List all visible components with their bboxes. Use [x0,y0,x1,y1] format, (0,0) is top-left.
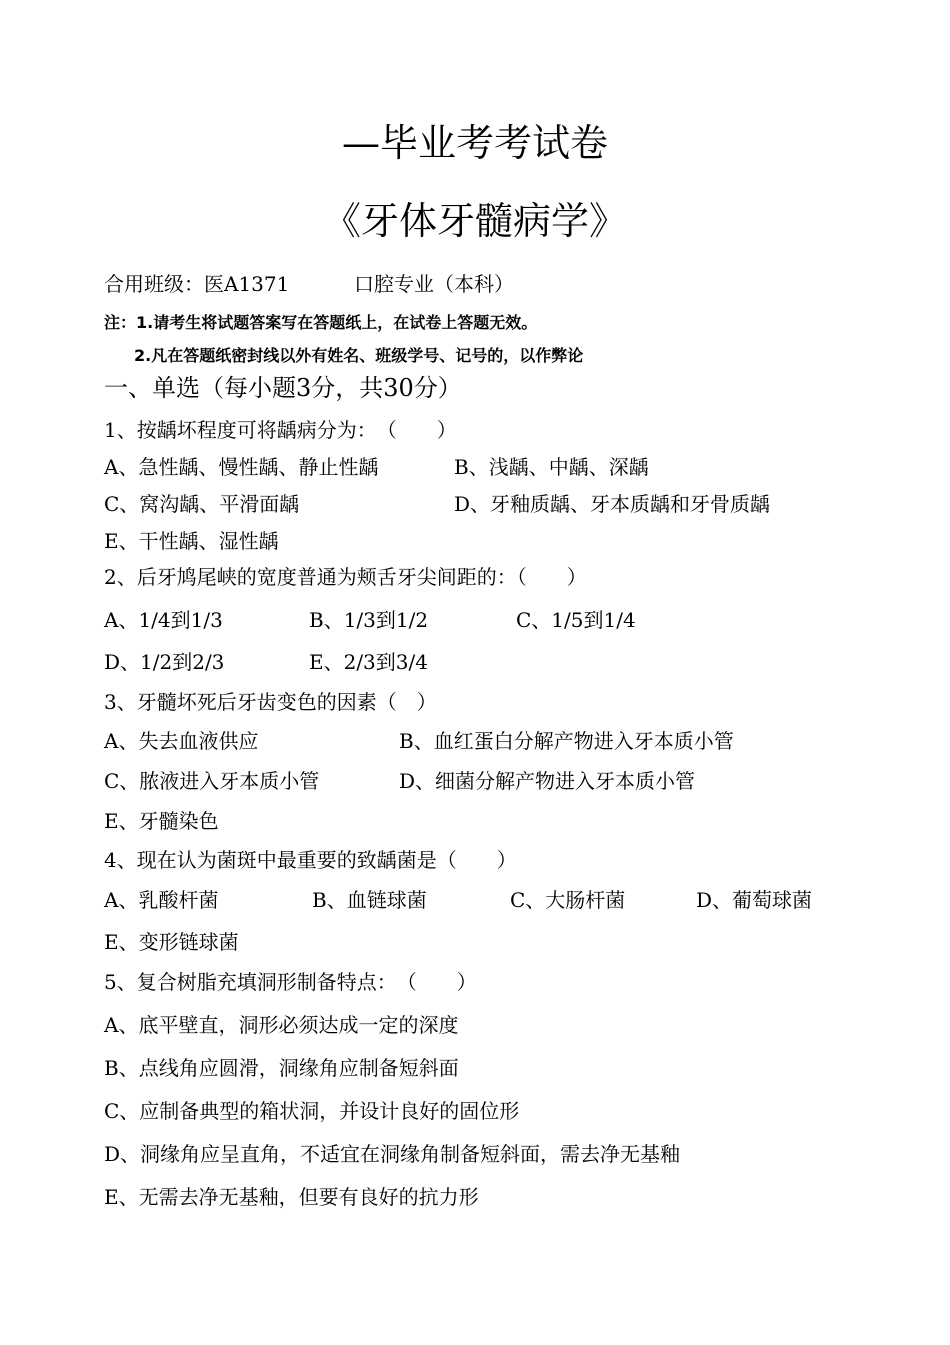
option-a: A、急性龋、慢性龋、静止性龋 [104,455,379,479]
option-b: B、血红蛋白分解产物进入牙本质小管 [399,729,734,753]
option-c: C、窝沟龋、平滑面龋 [104,492,300,516]
option-c: C、应制备典型的箱状洞，并设计良好的固位形 [104,1099,520,1123]
section-title: 一、单选（每小题3分，共30分） [104,374,462,402]
option-row [104,606,636,634]
class-label: 合用班级：医A1371 [104,272,290,296]
option-d: D、细菌分解产物进入牙本质小管 [399,769,696,793]
option-row [104,727,734,755]
option-d: D、洞缘角应呈直角，不适宜在洞缘角制备短斜面，需去净无基釉 [104,1142,681,1166]
option-c: C、脓液进入牙本质小管 [104,769,320,793]
option-e: E、干性龋、湿性龋 [104,529,279,553]
option-c: C、1/5到1/4 [516,608,636,632]
option-a: A、1/4到1/3 [104,608,223,632]
question-stem: 3、牙髓坏死后牙齿变色的因素（ ） [104,690,437,714]
class-info [104,270,514,298]
option-e: E、变形链球菌 [104,930,239,954]
question-stem: 1、按龋坏程度可将龋病分为： （ ） [104,418,457,442]
major-label: 口腔专业（本科） [354,272,514,296]
option-c: C、大肠杆菌 [510,888,626,912]
exam-title: —毕业考考试卷 [341,121,608,165]
question-stem: 5、复合树脂充填洞形制备特点： （ ） [104,970,477,994]
option-row [104,767,696,795]
question-stem: 2、后牙鸠尾峡的宽度普通为颊舌牙尖间距的：（ ） [104,565,587,589]
note-1: 注：1.请考生将试题答案写在答题纸上，在试卷上答题无效。 [104,313,538,332]
option-e: E、无需去净无基釉，但要有良好的抗力形 [104,1185,479,1209]
option-b: B、浅龋、中龋、深龋 [454,455,649,479]
note-2: 2.凡在答题纸密封线以外有姓名、班级学号、记号的，以作弊论 [134,346,584,365]
option-d: D、1/2到2/3 [104,650,225,674]
option-a: A、乳酸杆菌 [104,888,219,912]
option-b: B、1/3到1/2 [309,608,429,632]
option-row [104,453,649,481]
option-d: D、葡萄球菌 [696,888,813,912]
option-a: A、底平壁直，洞形必须达成一定的深度 [104,1013,459,1037]
option-e: E、2/3到3/4 [309,650,428,674]
option-b: B、点线角应圆滑，洞缘角应制备短斜面 [104,1056,459,1080]
option-row [104,886,813,914]
option-e: E、牙髓染色 [104,809,219,833]
course-title: 《牙体牙髓病学》 [322,199,627,243]
option-row [104,648,428,676]
question-stem: 4、现在认为菌斑中最重要的致龋菌是（ ） [104,848,517,872]
option-a: A、失去血液供应 [104,729,259,753]
option-row [104,490,771,518]
option-d: D、牙釉质龋、牙本质龋和牙骨质龋 [454,492,771,516]
option-b: B、血链球菌 [312,888,427,912]
